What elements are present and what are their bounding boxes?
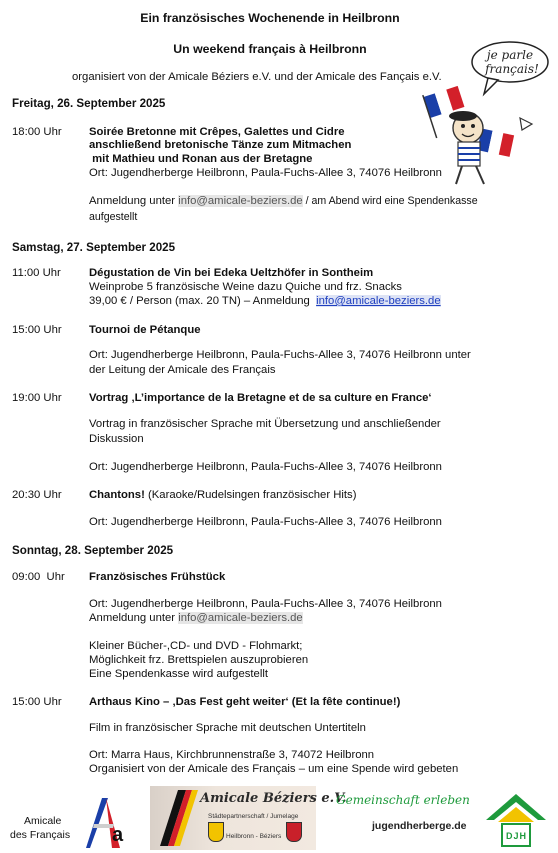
djh-slogan: Gemeinschaft erleben [336, 793, 470, 807]
event-title: Soirée Bretonne mit Crêpes, Galettes und Cidre [89, 126, 345, 138]
coat-of-arms-beziers-icon [286, 822, 302, 842]
event-location: Ort: Jugendherberge Heilbronn, Paula-Fuchs-Allee 3, 74076 Heilbronn [89, 516, 442, 528]
event-time: 15:00 Uhr [12, 696, 62, 708]
day-heading-saturday: Samstag, 27. September 2025 [12, 241, 176, 254]
day-heading-friday: Freitag, 26. September 2025 [12, 97, 166, 110]
organizer-line: organisiert von der Amicale Béziers e.V. und der Amicale des Fançais e.V. [72, 71, 442, 83]
event-time: 18:00 Uhr [12, 126, 62, 138]
event-description: Diskussion [89, 433, 144, 445]
event-time: 09:00 Uhr [12, 571, 65, 583]
event-title: Chantons! [89, 489, 145, 501]
event-time: 11:00 Uhr [12, 267, 61, 279]
event-title: Arthaus Kino – ‚Das Fest geht weiter‘ (Et la fête continue!) [89, 696, 401, 708]
registration-line [89, 195, 478, 208]
event-time: 20:30 Uhr [12, 489, 62, 501]
event-location: Ort: Jugendherberge Heilbronn, Paula-Fuchs-Allee 3, 74076 Heilbronn [89, 461, 442, 473]
event-info: Möglichkeit frz. Brettspielen auszuprobieren [89, 654, 309, 666]
day-heading-sunday: Sonntag, 28. September 2025 [12, 544, 174, 557]
amicale-beziers-logo [150, 786, 347, 850]
event-title: mit Mathieu und Ronan aus der Bretagne [89, 153, 313, 165]
event-info: Eine Spendenkasse wird aufgestellt [89, 668, 268, 680]
event-title: Tournoi de Pétanque [89, 324, 201, 336]
event-price-line [89, 295, 441, 308]
event-info: Kleiner Bücher-,CD- und DVD - Flohmarkt; [89, 640, 303, 652]
email-link[interactable]: info@amicale-beziers.de [316, 295, 441, 307]
email-link[interactable]: info@amicale-beziers.de [178, 612, 303, 624]
event-time: 15:00 Uhr [12, 324, 62, 336]
logo-text: Amicale [24, 815, 62, 827]
event-title: Französisches Frühstück [89, 571, 226, 583]
event-title-note: (Karaoke/Rudelsingen französischer Hits) [144, 489, 357, 501]
event-title: anschließend bretonische Tänze zum Mitmachen [89, 139, 352, 151]
coat-of-arms-heilbronn-icon [208, 822, 224, 842]
jugendherberge-logo [334, 788, 550, 850]
registration-prefix: Anmeldung unter [89, 195, 179, 207]
price-text: 39,00 € / Person (max. 20 TN) – Anmeldung [89, 295, 317, 307]
logo-cities: Heilbronn - Béziers [226, 833, 282, 840]
title-german: Ein französisches Wochenende in Heilbronn [140, 11, 400, 25]
speech-text-1: je parle [486, 48, 534, 62]
event-title-line [89, 489, 356, 502]
event-location: Organisiert von der Amicale des Français – um eine Spende wird gebeten [89, 763, 459, 775]
djh-mark: DJH [506, 831, 528, 841]
title-french: Un weekend français à Heilbronn [173, 42, 367, 56]
logo-subtitle: Städtepartnerschaft / Jumelage [208, 813, 299, 820]
registration-line-2: aufgestellt [89, 211, 138, 223]
registration-prefix: Anmeldung unter [89, 612, 179, 624]
logo-text: des Français [10, 829, 71, 841]
event-location: Ort: Marra Haus, Kirchbrunnenstraße 3, 74072 Heilbronn [89, 749, 375, 761]
event-title: Vortrag ‚L’importance de la Bretagne et de sa culture en France‘ [89, 392, 432, 404]
event-description: Vortrag in französischer Sprache mit Übersetzung und anschließender [89, 418, 441, 430]
event-location: Ort: Jugendherberge Heilbronn, Paula-Fuchs-Allee 3, 74076 Heilbronn unter [89, 349, 471, 361]
logo-mark: a [112, 824, 124, 846]
event-location: Ort: Jugendherberge Heilbronn, Paula-Fuchs-Allee 3, 74076 Heilbronn [89, 167, 442, 179]
registration-line [89, 612, 303, 625]
french-mascot-illustration [418, 38, 550, 188]
speech-text-2: français! [485, 62, 539, 76]
logo-title: Amicale Béziers e.V. [200, 791, 347, 806]
event-time: 19:00 Uhr [12, 392, 62, 404]
event-location: Ort: Jugendherberge Heilbronn, Paula-Fuchs-Allee 3, 74076 Heilbronn [89, 598, 442, 610]
event-location: der Leitung der Amicale des Français [89, 364, 276, 376]
djh-website: jugendherberge.de [372, 820, 467, 832]
event-description: Film in französischer Sprache mit deutschen Untertiteln [89, 722, 366, 734]
event-title: Dégustation de Vin bei Edeka Ueltzhöfer in Sontheim [89, 267, 374, 279]
amicale-des-francais-logo [10, 790, 130, 850]
event-description: Weinprobe 5 französische Weine dazu Quiche und frz. Snacks [89, 281, 402, 293]
email-link[interactable]: info@amicale-beziers.de [178, 195, 303, 207]
registration-suffix: / am Abend wird eine Spendenkasse [302, 195, 478, 207]
